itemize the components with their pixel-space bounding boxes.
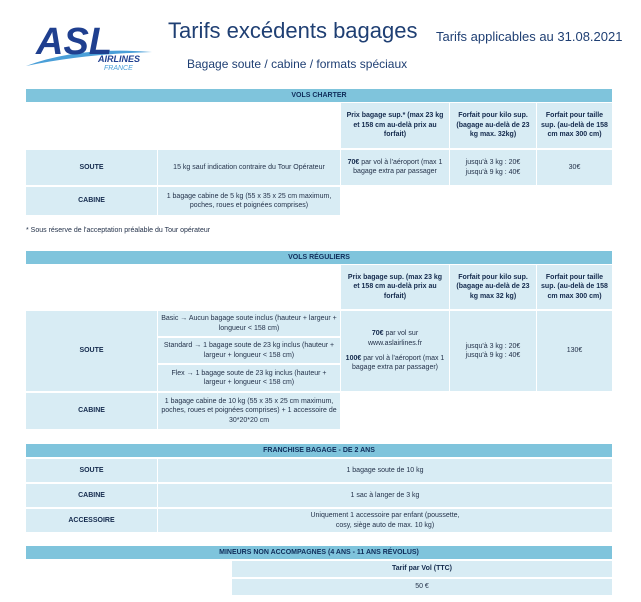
regular-cabine-label: CABINE — [26, 393, 157, 429]
page-subtitle: Bagage soute / cabine / formats spéciaux — [187, 57, 408, 71]
effective-date: Tarifs applicables au 31.08.2021 — [436, 29, 623, 44]
infant-cabine-label: CABINE — [26, 484, 157, 507]
charter-cabine-allowance: 1 bagage cabine de 5 kg (55 x 35 x 25 cm maximum, poches, roues et poignées comprises) — [158, 187, 340, 215]
charter-col-price: Prix bagage sup.* (max 23 kg et 158 cm au-delà prix au forfait) — [341, 103, 449, 148]
regular-col-size: Forfait pour taille sup. (au-delà de 158 cm max 300 cm) — [537, 265, 612, 309]
regular-soute-label: SOUTE — [26, 311, 157, 391]
charter-soute-price — [341, 150, 449, 185]
charter-footnote: * Sous réserve de l'acceptation préalable du Tour opérateur — [26, 227, 211, 234]
regular-soute-size: 130€ — [537, 311, 612, 391]
infant-cabine-value: 1 sac à langer de 3 kg — [158, 484, 612, 507]
logo-airlines-text: AIRLINES — [98, 54, 141, 64]
regular-kilo-line-1: jusqu'à 3 kg : 20€ — [465, 342, 521, 350]
charter-col-kilo: Forfait pour kilo sup. (bagage au-delà de 23 kg max. 32kg) — [450, 103, 536, 148]
regular-price-online — [344, 329, 446, 348]
logo-country-text: FRANCE — [104, 65, 133, 72]
regular-kilo-line-2: jusqu'à 9 kg : 40€ — [465, 352, 521, 359]
regular-fare-standard: Standard → 1 bagage soute de 23 kg inclus (hauteur + largeur + longueur < 158 cm) — [158, 338, 340, 363]
page-title: Tarifs excédents bagages — [168, 18, 418, 43]
regular-soute-price — [341, 311, 449, 391]
regular-price-online-amount: 70€ — [371, 330, 384, 338]
charter-soute-price-detail: par vol à l'aéroport (max 1 bagage extra par passager — [353, 159, 443, 176]
regular-soute-kilo — [450, 311, 536, 391]
regular-section-title: VOLS RÉGULIERS — [26, 251, 612, 264]
regular-fare-basic: Basic → Aucun bagage soute inclus (hauteur + largeur + longueur < 158 cm) — [158, 311, 340, 336]
charter-section-title: VOLS CHARTER — [26, 89, 612, 102]
infant-soute-value: 1 bagage soute de 10 kg — [158, 459, 612, 482]
regular-price-airport-detail: par vol à l'aéroport (max 1 bagage extra par passager) — [352, 355, 445, 372]
charter-soute-size: 30€ — [537, 150, 612, 185]
charter-col-size: Forfait pour taille sup. (au-delà de 158 cm max 300 cm) — [537, 103, 612, 148]
asl-logo — [24, 16, 154, 72]
charter-kilo-line-1: jusqu'à 3 kg : 20€ — [465, 159, 521, 167]
minors-price: 50 € — [232, 579, 612, 595]
regular-price-airport — [344, 354, 446, 373]
charter-soute-allowance: 15 kg sauf indication contraire du Tour Opérateur — [158, 150, 340, 185]
charter-soute-label: SOUTE — [26, 150, 157, 185]
regular-cabine-allowance: 1 bagage cabine de 10 kg (55 x 35 x 25 cm maximum, poches, roues et poignées comprises) + 1 accessoire de 30*20*20 cm — [158, 393, 340, 429]
infant-accessoire-value: Uniquement 1 accessoire par enfant (poussette, cosy, siège auto de max. 10 kg) — [158, 509, 612, 532]
regular-col-kilo: Forfait pour kilo sup. (bagage au-delà de 23 kg max 32 kg) — [450, 265, 536, 309]
regular-price-airport-amount: 100€ — [345, 355, 362, 362]
charter-kilo-line-2: jusqu'à 9 kg : 40€ — [465, 168, 521, 176]
minors-section-title: MINEURS NON ACCOMPAGNES (4 ANS - 11 ANS RÉVOLUS) — [26, 546, 612, 559]
infant-section-title: FRANCHISE BAGAGE - DE 2 ANS — [26, 444, 612, 457]
regular-fare-flex: Flex → 1 bagage soute de 23 kg inclus (hauteur + largeur + longueur < 158 cm) — [158, 365, 340, 391]
minors-col-header: Tarif par Vol (TTC) — [232, 561, 612, 577]
charter-soute-price-amount: 70€ — [347, 159, 360, 166]
charter-soute-kilo — [450, 150, 536, 185]
logo-main-text: ASL — [36, 21, 112, 63]
infant-accessoire-label: ACCESSOIRE — [26, 509, 157, 532]
asl-logo-graphic — [24, 16, 154, 72]
charter-cabine-label: CABINE — [26, 187, 157, 215]
regular-price-online-detail: par vol sur www.aslairlines.fr — [367, 330, 423, 347]
infant-soute-label: SOUTE — [26, 459, 157, 482]
regular-col-price: Prix bagage sup. (max 23 kg et 158 cm au-delà prix au forfait) — [341, 265, 449, 309]
